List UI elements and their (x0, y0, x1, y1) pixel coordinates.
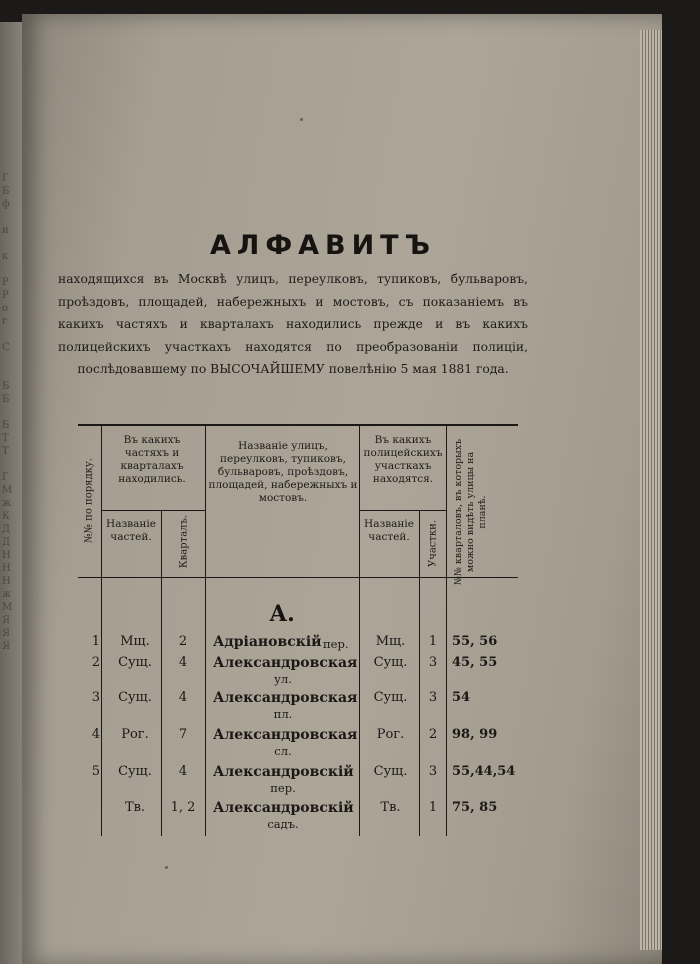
street-type: пер. (270, 781, 296, 795)
quarter-numbers: 55, 56 (452, 634, 498, 649)
new-part: Сущ. (373, 690, 408, 705)
table-row (0, 655, 700, 695)
street-type: сл. (274, 744, 292, 758)
quarter-numbers: 75, 85 (452, 800, 498, 815)
quarter-numbers: 55,44,54 (452, 764, 516, 779)
table-row (0, 727, 700, 767)
new-part: Сущ. (373, 655, 408, 670)
header-precinct: Участки. (427, 519, 439, 568)
new-part: Тв. (380, 800, 401, 815)
old-part: Сущ. (118, 764, 152, 779)
page-title: АЛФАВИТЪ (210, 230, 436, 261)
new-part: Сущ. (373, 764, 408, 779)
old-part: Тв. (124, 800, 146, 815)
street-type: пл. (273, 707, 293, 721)
quarter-numbers: 45, 55 (452, 655, 498, 670)
table-header-bottom-rule (78, 577, 518, 578)
section-letter: А. (269, 601, 295, 627)
paper-speck (165, 866, 168, 869)
paper-speck (300, 118, 303, 121)
precinct: 3 (428, 690, 438, 705)
old-part: Мщ. (120, 634, 150, 649)
new-part: Мщ. (375, 634, 406, 649)
precinct: 1 (428, 634, 438, 649)
header-new-location: Въ какихъ полицейскихъ участкахъ находятся. (363, 434, 443, 485)
table-top-rule (78, 424, 518, 426)
old-part: Сущ. (118, 655, 152, 670)
precinct: 3 (428, 764, 438, 779)
row-number: 5 (91, 764, 100, 779)
street-type: садъ. (267, 817, 299, 831)
precinct: 1 (428, 800, 438, 815)
street-name: Александровская (213, 690, 358, 706)
new-part: Рог. (376, 727, 405, 742)
street-name: Александровская (213, 655, 358, 671)
header-old-part: Названіе частей. (106, 518, 156, 543)
old-quarter: 2 (178, 634, 188, 649)
header-new-part: Названіе частей. (364, 518, 414, 543)
row-number: 3 (91, 690, 100, 705)
intro-paragraph: находящихся въ Москвѣ улицъ, переулковъ, тупиковъ, бульваровъ, проѣздовъ, площадей, набережныхъ и мостовъ, съ показаніемъ въ какихъ частяхъ и кварталахъ находились прежде и въ какихъ полицейскихъ участкахъ находятся по преобразованіи полиціи, послѣдовавшему по ВЫСОЧАЙШЕМУ повелѣнію 5 мая 1881 года. (58, 272, 528, 376)
old-quarter: 1, 2 (170, 800, 196, 815)
table-row (0, 800, 700, 840)
old-quarter: 4 (178, 655, 188, 670)
precinct: 3 (428, 655, 438, 670)
street-name: Александровскій (213, 800, 354, 816)
street-type: ул. (274, 672, 292, 686)
row-number: 4 (91, 727, 100, 742)
header-quarter-numbers: №№ кварталовъ, въ которыхъ можно видѣть улицы на планѣ. (453, 438, 488, 586)
left-page-text-fragment: Г Б ф и к Р Р о г С Б Б Б Т Т Г М ж К Д Д Н Н Н ж М Я Я Я (2, 173, 13, 652)
street-name: Александровскій (213, 764, 354, 780)
row-number: 2 (91, 655, 100, 670)
header-old-quarter: Кварталъ. (178, 514, 190, 569)
street-name: Александровская (213, 727, 358, 743)
quarter-numbers: 98, 99 (452, 727, 498, 742)
street-name: Адріановскій (213, 634, 322, 650)
old-quarter: 7 (178, 727, 188, 742)
quarter-numbers: 54 (452, 690, 471, 705)
header-old-location: Въ какихъ частяхъ и кварталахъ находились. (118, 434, 186, 485)
street-type: пер. (323, 637, 349, 651)
precinct: 2 (428, 727, 438, 742)
old-quarter: 4 (178, 764, 188, 779)
old-part: Сущ. (118, 690, 152, 705)
header-street-name: Названіе улицъ, переулковъ, тупиковъ, бульваровъ, проѣздовъ, площадей, набережныхъ и мостовъ. (208, 440, 358, 504)
header-number: №№ по порядку. (83, 458, 95, 543)
old-part: Рог. (121, 727, 149, 742)
old-quarter: 4 (178, 690, 188, 705)
row-number: 1 (91, 634, 100, 649)
table-row (0, 690, 700, 730)
table-row (0, 764, 700, 804)
